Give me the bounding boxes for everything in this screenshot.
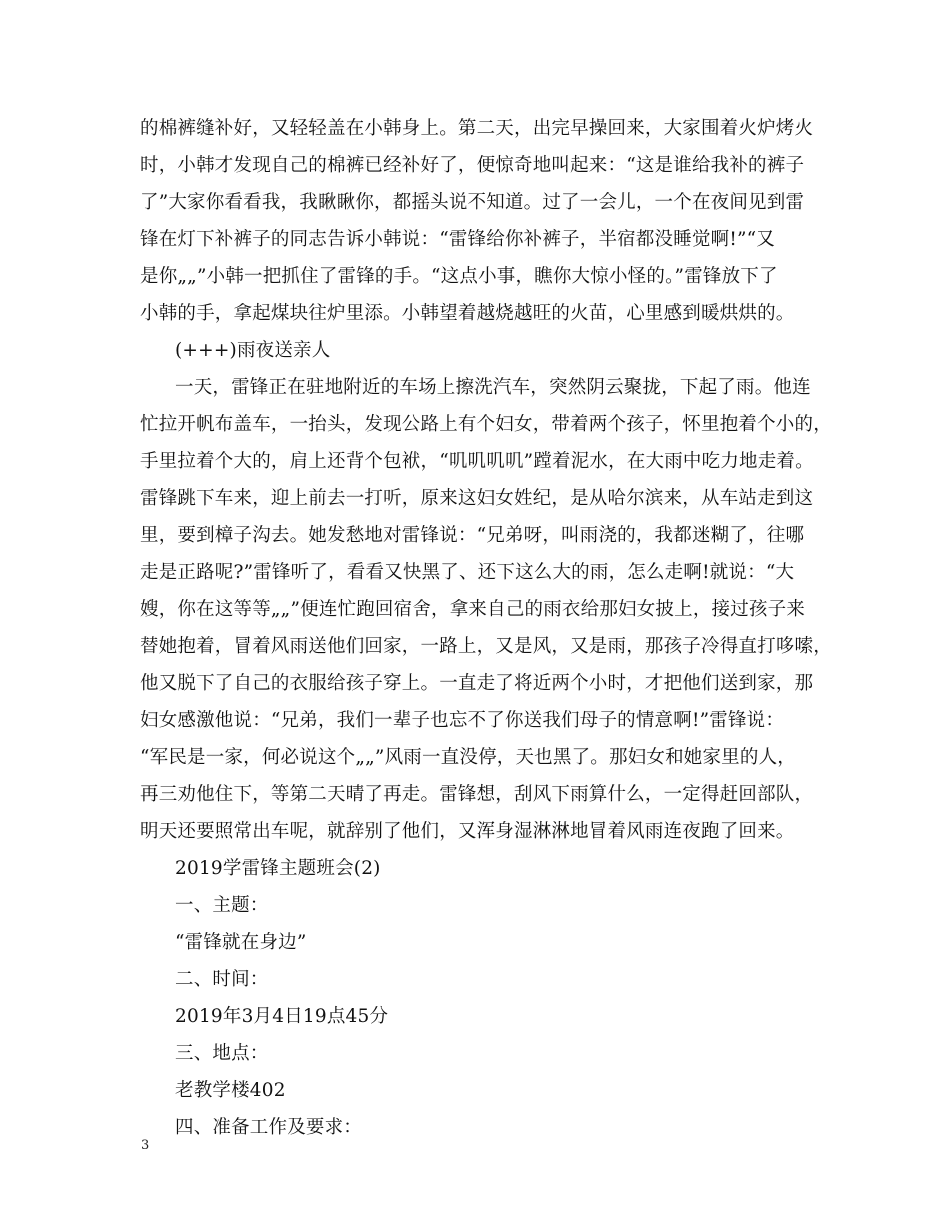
paragraph-line: 走是正路呢?”雷锋听了，看看又快黑了、还下这么大的雨，怎么走啊!就说：“大 xyxy=(140,562,795,583)
paragraph-line: 一天，雷锋正在驻地附近的车场上擦洗汽车，突然阴云聚拢，下起了雨。他连 xyxy=(175,377,811,398)
paragraph-line: 时，小韩才发现自己的棉裤已经补好了，便惊奇地叫起来：“这是谁给我补的裤子 xyxy=(140,155,805,176)
paragraph-line: 里，要到樟子沟去。她发愁地对雷锋说：“兄弟呀，叫雨浇的，我都迷糊了，往哪 xyxy=(140,525,805,546)
paragraph-line: 的棉裤缝补好，又轻轻盖在小韩身上。第二天，出完早操回来，大家围着火炉烤火 xyxy=(140,118,814,139)
list-item: 2019年3月4日19点45分 xyxy=(175,1006,389,1027)
paragraph-line: 了”大家你看看我，我瞅瞅你，都摇头说不知道。过了一会儿，一个在夜间见到雷 xyxy=(140,192,805,213)
paragraph-line: 是你„„”小韩一把抓住了雷锋的手。“这点小事，瞧你大惊小怪的。”雷锋放下了 xyxy=(140,266,778,287)
paragraph-line: 他又脱下了自己的衣服给孩子穿上。一直走了将近两个小时，才把他们送到家，那 xyxy=(140,673,814,694)
section-title: 2019学雷锋主题班会(2) xyxy=(175,858,381,879)
paragraph-line: 忙拉开帆布盖车，一抬头，发现公路上有个妇女，带着两个孩子，怀里抱着个小的， xyxy=(140,414,832,435)
paragraph-line: 锋在灯下补裤子的同志告诉小韩说：“雷锋给你补裤子，半宿都没睡觉啊!”“又 xyxy=(140,229,776,250)
list-heading: 二、时间： xyxy=(175,969,269,990)
paragraph-line: 妇女感激他说：“兄弟，我们一辈子也忘不了你送我们母子的情意啊!”雷锋说： xyxy=(140,710,785,731)
list-heading: 四、准备工作及要求： xyxy=(175,1117,363,1138)
paragraph-line: 小韩的手，拿起煤块往炉里添。小韩望着越烧越旺的火苗，心里感到暖烘烘的。 xyxy=(140,303,795,324)
paragraph-line: 替她抱着，冒着风雨送他们回家，一路上，又是风，又是雨，那孩子冷得直打哆嗦， xyxy=(140,636,832,657)
section-heading: (+++)雨夜送亲人 xyxy=(175,340,331,361)
paragraph-line: 雷锋跳下车来，迎上前去一打听，原来这妇女姓纪，是从哈尔滨来，从车站走到这 xyxy=(140,488,814,509)
paragraph-line: 明天还要照常出车呢，就辞别了他们，又浑身湿淋淋地冒着风雨连夜跑了回来。 xyxy=(140,821,795,842)
paragraph-line: “军民是一家，何必说这个„„”风雨一直没停，天也黑了。那妇女和她家里的人， xyxy=(140,747,796,768)
list-item: “雷锋就在身边” xyxy=(175,932,307,953)
list-heading: 三、地点： xyxy=(175,1043,269,1064)
paragraph-line: 再三劝他住下，等第二天晴了再走。雷锋想，刮风下雨算什么，一定得赶回部队， xyxy=(140,784,814,805)
list-heading: 一、主题： xyxy=(175,895,269,916)
paragraph-line: 手里拉着个大的，肩上还背个包袱，“叽叽叽叽”蹚着泥水，在大雨中吃力地走着。 xyxy=(140,451,814,472)
paragraph-line: 嫂，你在这等等„„”便连忙跑回宿舍，拿来自己的雨衣给那妇女披上，接过孩子来 xyxy=(140,599,806,620)
list-item: 老教学楼402 xyxy=(175,1080,286,1101)
page-number: 3 xyxy=(141,1138,150,1153)
